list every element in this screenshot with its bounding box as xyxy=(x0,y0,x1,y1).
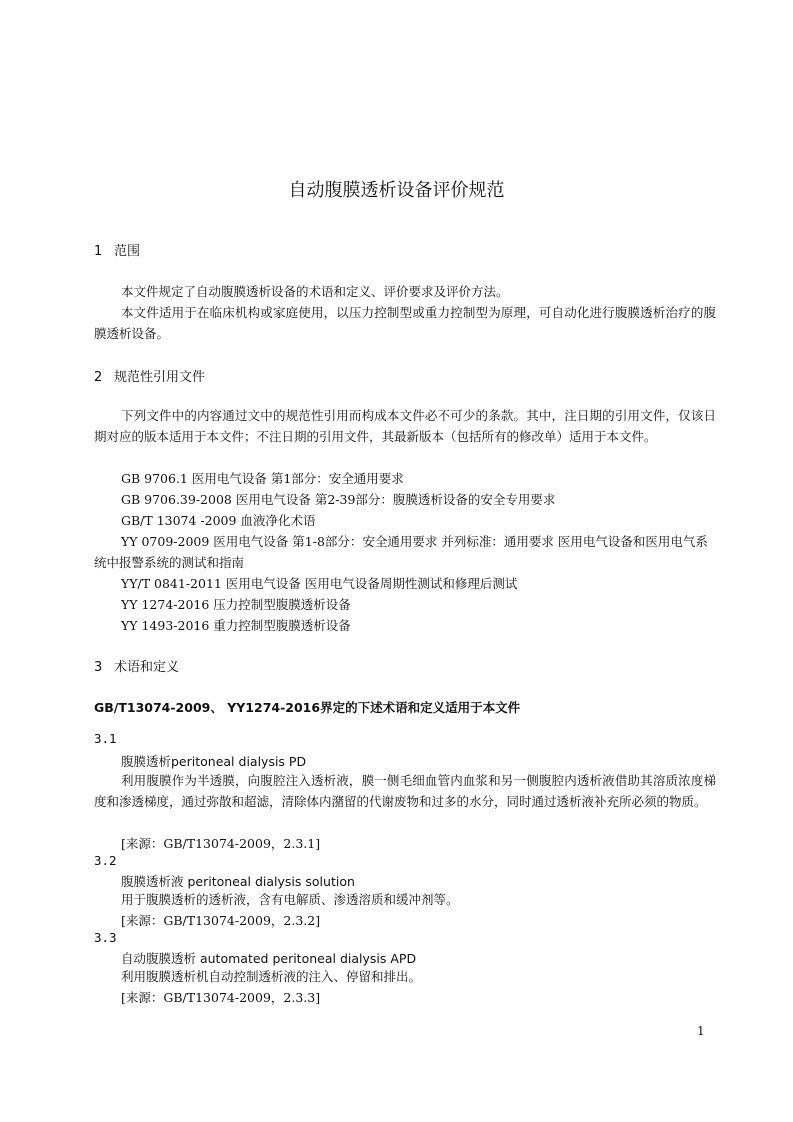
reference-item: GB 9706.39-2008 医用电气设备 第2-39部分：腹膜透析设备的安全专用要求 xyxy=(121,492,556,507)
reference-item: YY 1274-2016 压力控制型腹膜透析设备 xyxy=(121,597,351,612)
page-number: 1 xyxy=(697,1024,705,1038)
term-definition: 利用腹膜作为半透膜，向腹腔注入透析液，膜一侧毛细血管内血浆和另一侧腹腔内透析液借助其溶质浓度梯度和渗透梯度，通过弥散和超滤，清除体内潴留的代谢废物和过多的水分，同时通过透析液补充所必须的物质。 xyxy=(94,773,716,809)
term-name: 腹膜透析液 peritoneal dialysis solution xyxy=(121,874,355,889)
section-3-heading xyxy=(94,656,179,675)
section-number: 3 xyxy=(94,660,103,675)
term-source: [来源：GB/T13074-2009，2.3.1] xyxy=(121,836,321,851)
document-title: 自动腹膜透析设备评价规范 xyxy=(288,180,505,201)
section-number: 1 xyxy=(94,244,103,259)
term-number: 3.2 xyxy=(94,853,117,868)
section-number: 2 xyxy=(94,370,103,385)
reference-item: GB/T 13074 -2009 血液净化术语 xyxy=(121,513,316,528)
paragraph: 本文件适用于在临床机构或家庭使用，以压力控制型或重力控制型为原理，可自动化进行腹膜透析治疗的腹膜透析设备。 xyxy=(94,305,716,341)
section-2-heading xyxy=(94,366,205,385)
term-definition: 利用腹膜透析机自动控制透析液的注入、停留和排出。 xyxy=(121,969,422,984)
section-title: 术语和定义 xyxy=(114,660,180,675)
reference-item: YY 1493-2016 重力控制型腹膜透析设备 xyxy=(121,618,351,633)
section-title: 范围 xyxy=(114,244,141,259)
term-number: 3.3 xyxy=(94,930,117,945)
section-title: 规范性引用文件 xyxy=(114,370,206,385)
paragraph: 下列文件中的内容通过文中的规范性引用而构成本文件必不可少的条款。其中，注日期的引用文件，仅该日期对应的版本适用于本文件；不注日期的引用文件，其最新版本（包括所有的修改单）适用于本文件。 xyxy=(94,408,716,444)
reference-item: YY/T 0841-2011 医用电气设备 医用电气设备周期性测试和修理后测试 xyxy=(121,576,518,591)
section-1-heading xyxy=(94,240,140,259)
term-definition: 用于腹膜透析的透析液，含有电解质、渗透溶质和缓冲剂等。 xyxy=(121,892,459,907)
term-source: [来源：GB/T13074-2009，2.3.2] xyxy=(121,913,321,928)
section-3-intro: GB/T13074-2009、 YY1274-2016界定的下述术语和定义适用于本文件 xyxy=(94,700,521,715)
term-name: 自动腹膜透析 automated peritoneal dialysis APD xyxy=(121,951,417,966)
reference-item: YY 0709-2009 医用电气设备 第1-8部分：安全通用要求 并列标准：通用要求 医用电气设备和医用电气系统中报警系统的测试和指南 xyxy=(94,534,708,570)
reference-item: GB 9706.1 医用电气设备 第1部分：安全通用要求 xyxy=(121,471,404,486)
term-number: 3.1 xyxy=(94,731,117,746)
term-source: [来源：GB/T13074-2009，2.3.3] xyxy=(121,990,321,1005)
term-name: 腹膜透析peritoneal dialysis PD xyxy=(121,754,307,769)
paragraph: 本文件规定了自动腹膜透析设备的术语和定义、评价要求及评价方法。 xyxy=(121,284,509,299)
